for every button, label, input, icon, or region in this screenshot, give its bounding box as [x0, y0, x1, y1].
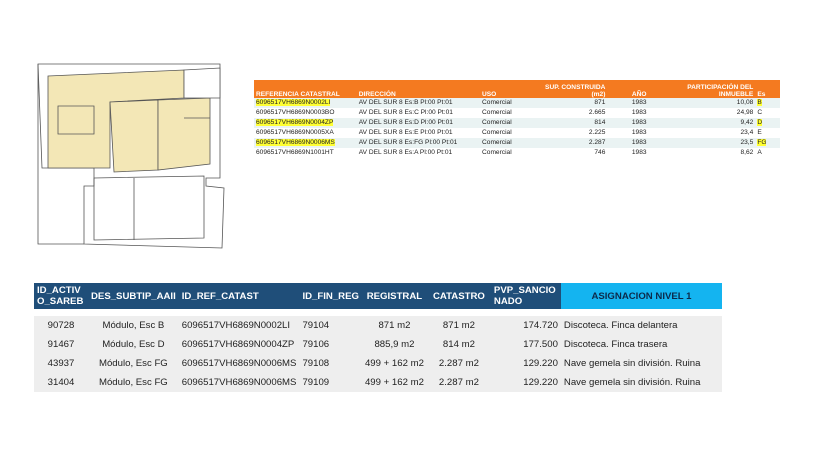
asset-row: [34, 316, 722, 335]
asset-cell-pvp: 129.220: [491, 354, 561, 373]
cadastral-cell-uso: [480, 138, 531, 148]
col-id-fin-reg: ID_FIN_REG: [299, 283, 362, 309]
cadastral-value-anio: 1983: [631, 99, 647, 106]
asset-cell-fin: 79106: [299, 335, 362, 354]
cadastral-value-uso: Comercial: [482, 129, 512, 136]
cadastral-value-uso: Comercial: [482, 109, 512, 116]
cadastral-cell-uso: [480, 128, 531, 138]
cadastral-value-dir: AV DEL SUR 8 Es:E Pl:00 Pt:01: [358, 129, 453, 136]
asset-cell-pvp: 129.220: [491, 373, 561, 392]
asset-cell-reg: 499 + 162 m2: [362, 354, 427, 373]
cadastral-cell-ref: [254, 118, 357, 128]
cadastral-cell-uso: [480, 108, 531, 118]
cadastral-cell-dir: [357, 98, 480, 108]
cadastral-cell-uso: [480, 118, 531, 128]
cadastral-value-es: C: [757, 109, 763, 116]
cadastral-value-ref: 6096517VH6869N0006MS: [256, 139, 335, 146]
col-anio: AÑO: [607, 80, 671, 98]
cadastral-value-es: A: [757, 149, 762, 156]
cadastral-value-part: 9,42: [740, 119, 754, 126]
col-des-subtip: DES_SUBTIP_AAII: [88, 283, 179, 309]
cadastral-cell-es: [755, 148, 780, 158]
asset-cell-cat: 814 m2: [427, 335, 491, 354]
cadastral-cell-es: [755, 118, 780, 128]
asset-cell-ref: 6096517VH6869N0002LI: [179, 316, 300, 335]
col-referencia: REFERENCIA CATASTRAL: [254, 80, 357, 98]
asset-cell-reg: 499 + 162 m2: [362, 373, 427, 392]
cadastral-value-dir: AV DEL SUR 8 Es:B Pl:00 Pt:01: [358, 99, 453, 106]
cadastral-value-sup: 814: [594, 119, 606, 126]
asset-cell-id: 31404: [34, 373, 88, 392]
cadastral-value-dir: AV DEL SUR 8 Es:C Pl:00 Pt:01: [358, 109, 453, 116]
asset-cell-pvp: 174.720: [491, 316, 561, 335]
cadastral-value-ref: 6096517VH6869N0002LI: [256, 99, 331, 106]
asset-cell-ref: 6096517VH6869N0004ZP: [179, 335, 300, 354]
cadastral-cell-part: [671, 138, 755, 148]
col-uso: USO: [480, 80, 531, 98]
asset-cell-reg: 871 m2: [362, 316, 427, 335]
cadastral-cell-anio: [607, 148, 671, 158]
asset-cell-asig: Nave gemela sin división. Ruina: [561, 354, 722, 373]
asset-cell-cat: 2.287 m2: [427, 354, 491, 373]
asset-table-spacer: [34, 309, 722, 316]
cadastral-table: [254, 80, 780, 158]
cadastral-cell-part: [671, 108, 755, 118]
cadastral-value-ref: 6096517VH6869N0003BO: [256, 109, 335, 116]
asset-cell-fin: 79104: [299, 316, 362, 335]
cadastral-value-sup: 2.665: [588, 109, 606, 116]
cadastral-value-uso: Comercial: [482, 119, 512, 126]
cadastral-value-part: 10,08: [736, 99, 754, 106]
cadastral-cell-anio: [607, 128, 671, 138]
cadastral-value-anio: 1983: [631, 119, 647, 126]
cadastral-cell-sup: [531, 108, 607, 118]
col-sup-construida: SUP. CONSTRUIDA (m2): [531, 80, 607, 98]
cadastral-value-sup: 2.287: [588, 139, 606, 146]
cadastral-value-dir: AV DEL SUR 8 Es:D Pl:00 Pt:01: [358, 119, 453, 126]
cadastral-cell-dir: [357, 148, 480, 158]
cadastral-cell-ref: [254, 128, 357, 138]
cadastral-value-uso: Comercial: [482, 139, 512, 146]
cadastral-value-anio: 1983: [631, 149, 647, 156]
cadastral-value-anio: 1983: [631, 109, 647, 116]
cadastral-value-part: 8,62: [740, 149, 754, 156]
asset-cell-pvp: 177.500: [491, 335, 561, 354]
asset-cell-ref: 6096517VH6869N0006MS: [179, 354, 300, 373]
cadastral-value-uso: Comercial: [482, 99, 512, 106]
asset-cell-subtip: Módulo, Esc D: [88, 335, 179, 354]
cadastral-row: [254, 118, 780, 128]
asset-row: [34, 354, 722, 373]
col-registral: REGISTRAL: [362, 283, 427, 309]
cadastral-cell-dir: [357, 138, 480, 148]
spacer-cell: [34, 309, 722, 316]
cadastral-cell-ref: [254, 98, 357, 108]
cadastral-value-es: B: [757, 99, 762, 106]
col-id-activo: ID_ACTIVO_SAREB: [34, 283, 88, 309]
cadastral-cell-part: [671, 118, 755, 128]
asset-cell-id: 91467: [34, 335, 88, 354]
asset-cell-asig: Nave gemela sin división. Ruina: [561, 373, 722, 392]
asset-cell-ref: 6096517VH6869N0006MS: [179, 373, 300, 392]
cadastral-value-part: 24,98: [736, 109, 754, 116]
asset-row: [34, 335, 722, 354]
cadastral-cell-part: [671, 98, 755, 108]
asset-cell-subtip: Módulo, Esc B: [88, 316, 179, 335]
cadastral-value-es: FG: [757, 139, 767, 146]
asset-cell-asig: Discoteca. Finca trasera: [561, 335, 722, 354]
cadastral-cell-anio: [607, 138, 671, 148]
cadastral-cell-uso: [480, 148, 531, 158]
cadastral-table-header: [254, 80, 780, 98]
cadastral-cell-ref: [254, 108, 357, 118]
asset-table-header: [34, 283, 722, 309]
cadastral-cell-sup: [531, 98, 607, 108]
asset-cell-id: 43937: [34, 354, 88, 373]
cadastral-row: [254, 138, 780, 148]
cadastral-cell-sup: [531, 118, 607, 128]
cadastral-cell-anio: [607, 98, 671, 108]
cadastral-value-dir: AV DEL SUR 8 Es:FG Pl:00 Pt:01: [358, 139, 458, 146]
cadastral-value-ref: 6096517VH6869N1001HT: [256, 149, 334, 156]
cadastral-plan-image: [34, 58, 230, 250]
cadastral-cell-es: [755, 138, 780, 148]
cadastral-value-es: E: [757, 129, 762, 136]
asset-cell-fin: 79108: [299, 354, 362, 373]
cadastral-cell-sup: [531, 128, 607, 138]
cadastral-cell-ref: [254, 138, 357, 148]
cadastral-cell-anio: [607, 108, 671, 118]
col-id-ref-catast: ID_REF_CATAST: [179, 283, 300, 309]
cadastral-value-uso: Comercial: [482, 149, 512, 156]
col-escalera: Es: [755, 80, 780, 98]
cadastral-value-sup: 746: [594, 149, 606, 156]
col-asignacion-nivel-1: ASIGNACION NIVEL 1: [561, 283, 722, 309]
cadastral-cell-ref: [254, 148, 357, 158]
cadastral-cell-part: [671, 148, 755, 158]
cadastral-cell-es: [755, 108, 780, 118]
asset-cell-subtip: Módulo, Esc FG: [88, 354, 179, 373]
cadastral-value-sup: 871: [594, 99, 606, 106]
cadastral-value-sup: 2.225: [588, 129, 606, 136]
cadastral-cell-es: [755, 128, 780, 138]
col-pvp-sancionado: PVP_SANCIONADO: [491, 283, 561, 309]
cadastral-cell-es: [755, 98, 780, 108]
cadastral-row: [254, 98, 780, 108]
cadastral-row: [254, 108, 780, 118]
cadastral-row: [254, 148, 780, 158]
col-participacion: PARTICIPACIÓN DEL INMUEBLE: [671, 80, 755, 98]
cadastral-value-ref: 6096517VH6869N0004ZP: [256, 119, 334, 126]
asset-cell-cat: 871 m2: [427, 316, 491, 335]
cadastral-value-anio: 1983: [631, 129, 647, 136]
cadastral-cell-sup: [531, 148, 607, 158]
cadastral-cell-dir: [357, 118, 480, 128]
cadastral-value-part: 23,4: [740, 129, 754, 136]
col-catastro: CATASTRO: [427, 283, 491, 309]
asset-cell-asig: Discoteca. Finca delantera: [561, 316, 722, 335]
cadastral-value-anio: 1983: [631, 139, 647, 146]
asset-cell-fin: 79109: [299, 373, 362, 392]
cadastral-row: [254, 128, 780, 138]
asset-row: [34, 373, 722, 392]
cadastral-value-part: 23,5: [740, 139, 754, 146]
asset-table: [34, 283, 722, 392]
asset-cell-cat: 2.287 m2: [427, 373, 491, 392]
asset-cell-subtip: Módulo, Esc FG: [88, 373, 179, 392]
asset-cell-reg: 885,9 m2: [362, 335, 427, 354]
cadastral-value-ref: 6096517VH6869N0005XA: [256, 129, 334, 136]
col-direccion: DIRECCIÓN: [357, 80, 480, 98]
cadastral-cell-sup: [531, 138, 607, 148]
asset-cell-id: 90728: [34, 316, 88, 335]
cadastral-cell-anio: [607, 118, 671, 128]
cadastral-cell-dir: [357, 108, 480, 118]
cadastral-cell-part: [671, 128, 755, 138]
cadastral-cell-uso: [480, 98, 531, 108]
cadastral-value-dir: AV DEL SUR 8 Es:A Pl:00 Pt:01: [358, 149, 453, 156]
cadastral-cell-dir: [357, 128, 480, 138]
cadastral-value-es: D: [757, 119, 763, 126]
